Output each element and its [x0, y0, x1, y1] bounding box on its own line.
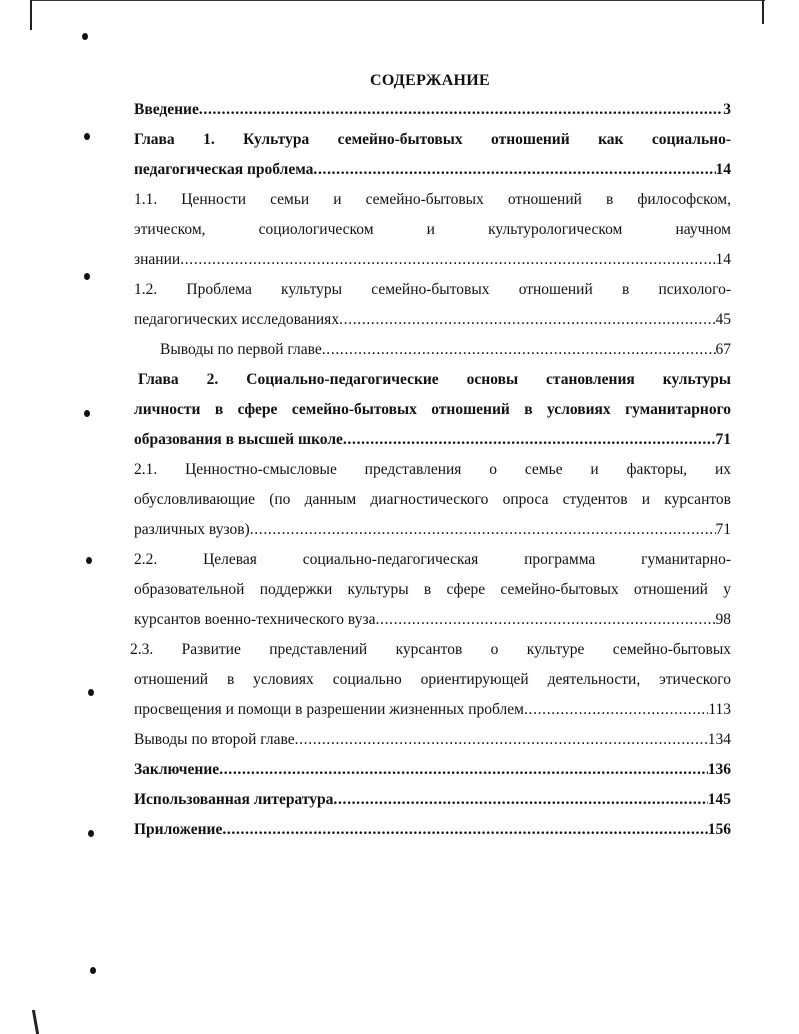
toc-entry-section-2-2: образовательной поддержки культуры в сфере семейно-бытовых отношений у: [134, 581, 731, 598]
page-number: 45: [715, 311, 731, 328]
toc-entry-appendix: Приложение . . . 156: [134, 818, 731, 842]
toc-entry-section-2-2: 2.2. Целевая социально-педагогическая программа гуманитарно-: [134, 551, 731, 568]
toc-entry-section-1-2: педагогических исследованиях . . . 45: [134, 308, 731, 332]
binding-hole-mark: [90, 967, 96, 974]
page-number: 136: [707, 761, 731, 778]
dot-leader: [295, 728, 708, 752]
toc-entry-conclusions-chapter-2: Выводы по второй главе . . . 134: [134, 728, 731, 752]
binding-hole-mark: [88, 689, 94, 696]
dot-leader: [343, 428, 716, 452]
toc-entry-conclusions-chapter-1: Выводы по первой главе . . . 67: [160, 338, 731, 362]
toc-entry-section-2-1: 2.1. Ценностно-смысловые представления о семье и факторы, их: [134, 461, 731, 478]
toc-entry-chapter-1: Глава 1. Культура семейно-бытовых отношений как социально-: [134, 131, 731, 148]
page-top-edge: [30, 0, 765, 6]
binding-hole-mark: [84, 133, 90, 140]
page-number: 98: [715, 611, 731, 628]
page-number: 156: [707, 821, 731, 838]
dot-leader: [339, 308, 715, 332]
toc-entry-section-1-1: этическом, социологическом и культурологическом научном: [134, 221, 731, 238]
toc-title: СОДЕРЖАНИЕ: [369, 72, 491, 89]
toc-entry-section-1-1: 1.1. Ценности семьи и семейно-бытовых отношений в философском,: [134, 191, 731, 208]
toc-entry-section-1-1: знании . . . 14: [134, 248, 731, 272]
dot-leader: [333, 788, 707, 812]
dot-leader: [250, 518, 716, 542]
toc-entry-references: Использованная литература . . . 145: [134, 788, 731, 812]
page-left-edge: [30, 0, 32, 30]
toc-entry-chapter-2: образования в высшей школе . . . 71: [134, 428, 731, 452]
dot-leader: [524, 698, 708, 722]
page-number: 145: [707, 791, 731, 808]
page-number: 14: [715, 251, 731, 268]
toc-entry-section-2-3: отношений в условиях социально ориентирующей деятельности, этического: [134, 671, 731, 688]
binding-hole-mark: [84, 273, 90, 280]
dot-leader: [180, 248, 715, 272]
dot-leader: [322, 338, 716, 362]
dot-leader: [199, 98, 723, 122]
toc-entry-section-2-1: различных вузов) . . . 71: [134, 518, 731, 542]
toc-entry-chapter-2: личности в сфере семейно-бытовых отношений в условиях гуманитарного: [134, 401, 731, 418]
page-number: 14: [715, 161, 731, 178]
binding-hole-mark: [84, 410, 90, 417]
binding-hole-mark: [82, 33, 88, 40]
toc-entry-section-2-3: 2.3. Развитие представлений курсантов о культуре семейно-бытовых: [130, 641, 731, 658]
toc-entry-conclusion: Заключение . . . 136: [134, 758, 731, 782]
toc-entry-introduction: Введение . . . 3: [134, 98, 731, 122]
page-number: 71: [715, 521, 731, 538]
toc-entry-section-1-2: 1.2. Проблема культуры семейно-бытовых отношений в психолого-: [134, 281, 731, 298]
dot-leader: [375, 608, 715, 632]
toc-entry-section-2-1: обусловливающие (по данным диагностического опроса студентов и курсантов: [134, 491, 731, 508]
toc-entry-chapter-1: педагогическая проблема . . . 14: [134, 158, 731, 182]
page-number: 113: [708, 701, 731, 718]
page-right-edge: [762, 0, 764, 24]
toc-entry-section-2-2: курсантов военно-технического вуза . . . 98: [134, 608, 731, 632]
dot-leader: [219, 758, 708, 782]
dot-leader: [222, 818, 707, 842]
dot-leader: [313, 158, 715, 182]
toc-entry-section-2-3: просвещения и помощи в разрешении жизненных проблем . . . 113: [134, 698, 731, 722]
toc-entry-chapter-2: Глава 2. Социально-педагогические основы становления культуры: [138, 371, 731, 388]
binding-hole-mark: [88, 830, 94, 837]
page-number: 134: [707, 731, 731, 748]
page-number: 67: [715, 341, 731, 358]
page-number: 3: [723, 101, 731, 118]
page-number: 71: [715, 431, 731, 448]
scan-edge-mark: [32, 1010, 39, 1034]
binding-hole-mark: [86, 557, 92, 564]
